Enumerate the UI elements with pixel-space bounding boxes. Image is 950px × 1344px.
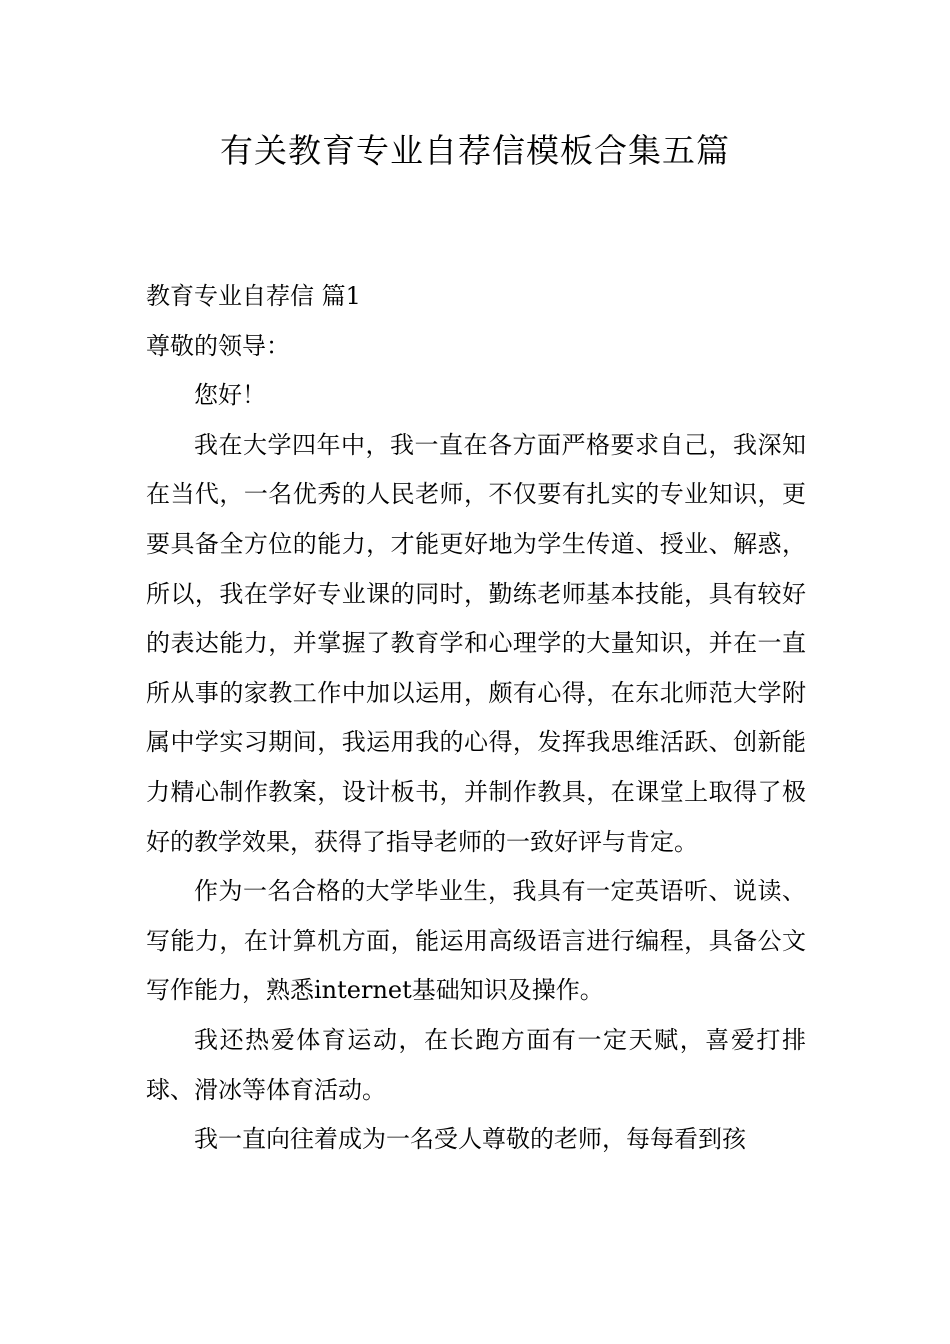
paragraph-4: 我一直向往着成为一名受人尊敬的老师，每每看到孩 bbox=[194, 1125, 746, 1154]
section-heading: 教育专业自荐信 篇1 bbox=[146, 282, 361, 310]
paragraph-1: 我在大学四年中，我一直在各方面严格要求自己，我深知在当代，一名优秀的人民老师，不仅要有扎实的专业知识，更要具备全方位的能力，才能更好地为学生传道、授业、解惑，所以，我在学好专业课的同时，勤练老师基本技能，具有较好的表达能力，并掌握了教育学和心理学的大量知识，并在一直所从事的家教工作中加以运用，颇有心得，在东北师范大学附属中学实习期间，我运用我的心得，发挥我思维活跃、创新能力精心制作教案，设计板书，并制作教具，在课堂上取得了极好的教学效果，获得了指导老师的一致好评与肯定。 bbox=[146, 430, 806, 856]
document-body bbox=[146, 272, 806, 1165]
paragraph-3: 我还热爱体育运动，在长跑方面有一定天赋，喜爱打排球、滑冰等体育活动。 bbox=[146, 1025, 806, 1104]
paragraph-2: 作为一名合格的大学毕业生，我具有一定英语听、说读、写能力，在计算机方面，能运用高级语言进行编程，具备公文写作能力，熟悉internet基础知识及操作。 bbox=[146, 877, 806, 1005]
greeting: 您好！ bbox=[194, 381, 266, 410]
salutation: 尊敬的领导： bbox=[146, 331, 290, 360]
document-title: 有关教育专业自荐信模板合集五篇 bbox=[220, 131, 730, 170]
